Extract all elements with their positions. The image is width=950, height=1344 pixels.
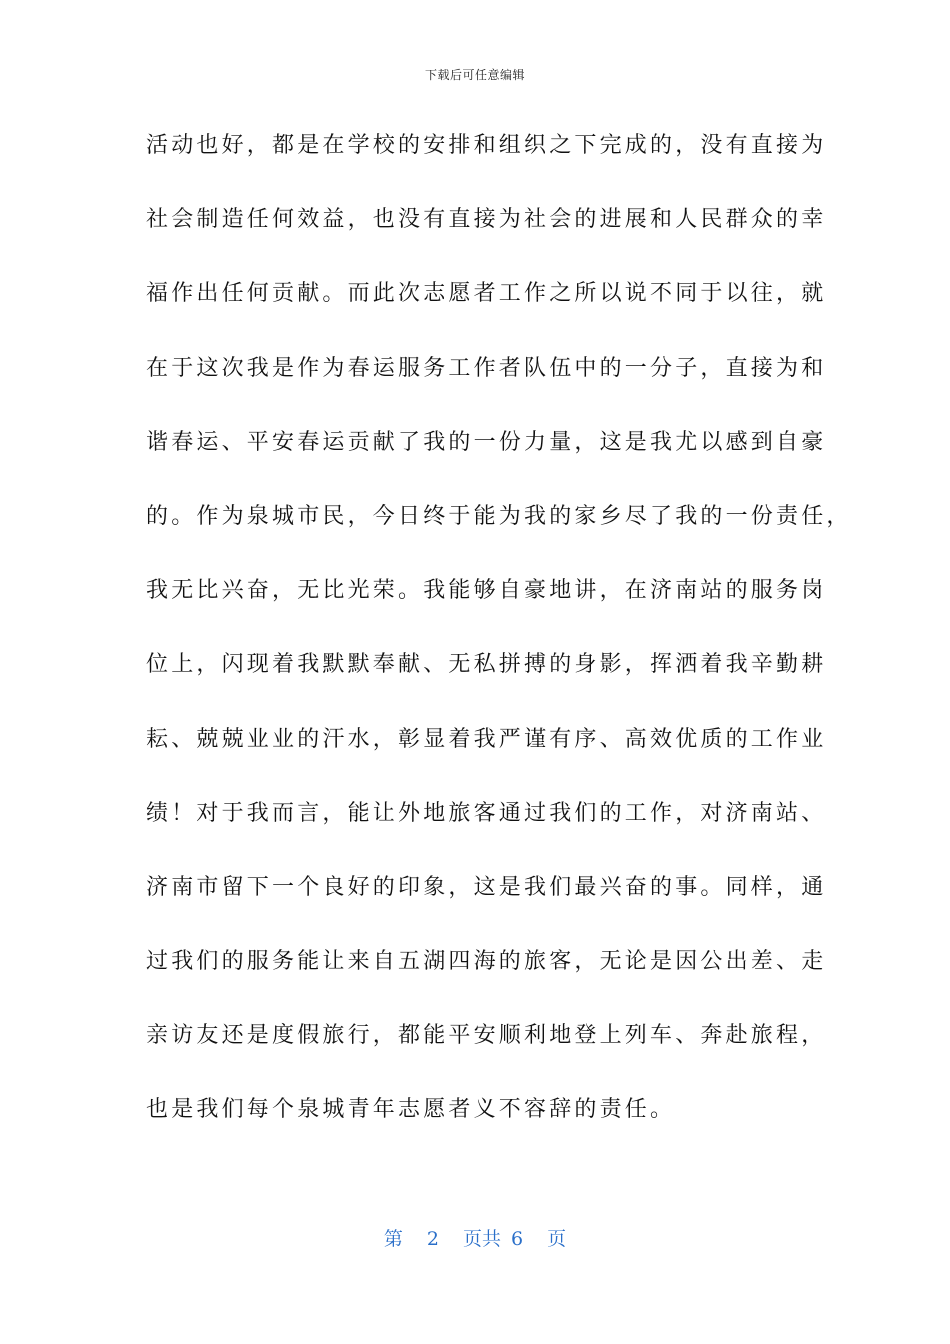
- page-header-note: 下载后可任意编辑: [424, 68, 525, 82]
- text-line-5: 谐春运、平安春运贡献了我的一份力量，这是我尤以感到自豪: [146, 429, 827, 455]
- page-number-footer: [0, 1224, 950, 1251]
- text-line-9: 耘、兢兢业业的汗水，彰显着我严谨有序、高效优质的工作业: [146, 726, 827, 752]
- footer-prefix: 第: [383, 1228, 403, 1250]
- footer-middle: 页共: [462, 1228, 501, 1250]
- footer-current-page: 2: [426, 1228, 439, 1250]
- text-line-12: 过我们的服务能让来自五湖四海的旅客，无论是因公出差、走: [146, 949, 827, 975]
- document-body: [146, 118, 852, 1157]
- text-line-13: 亲访友还是度假旅行，都能平安顺利地登上列车、奔赴旅程，: [146, 1023, 827, 1049]
- footer-suffix: 页: [547, 1228, 567, 1250]
- text-line-14: 也是我们每个泉城青年志愿者义不容辞的责任。: [146, 1097, 676, 1123]
- text-line-1: 活动也好，都是在学校的安排和组织之下完成的，没有直接为: [146, 133, 827, 158]
- text-line-10: 绩！对于我而言，能让外地旅客通过我们的工作，对济南站、: [146, 800, 827, 826]
- text-line-2: 社会制造任何效益，也没有直接为社会的进展和人民群众的幸: [146, 207, 827, 233]
- text-line-11: 济南市留下一个良好的印象，这是我们最兴奋的事。同样，通: [146, 874, 827, 900]
- text-line-6: 的。作为泉城市民，今日终于能为我的家乡尽了我的一份责任，: [146, 503, 852, 529]
- text-line-4: 在于这次我是作为春运服务工作者队伍中的一分子，直接为和: [146, 355, 827, 381]
- text-line-8: 位上，闪现着我默默奉献、无私拼搏的身影，挥洒着我辛勤耕: [146, 652, 827, 678]
- text-line-3: 福作出任何贡献。而此次志愿者工作之所以说不同于以往，就: [146, 281, 827, 307]
- text-line-7: 我无比兴奋，无比光荣。我能够自豪地讲，在济南站的服务岗: [146, 578, 827, 604]
- footer-total-pages: 6: [511, 1228, 524, 1250]
